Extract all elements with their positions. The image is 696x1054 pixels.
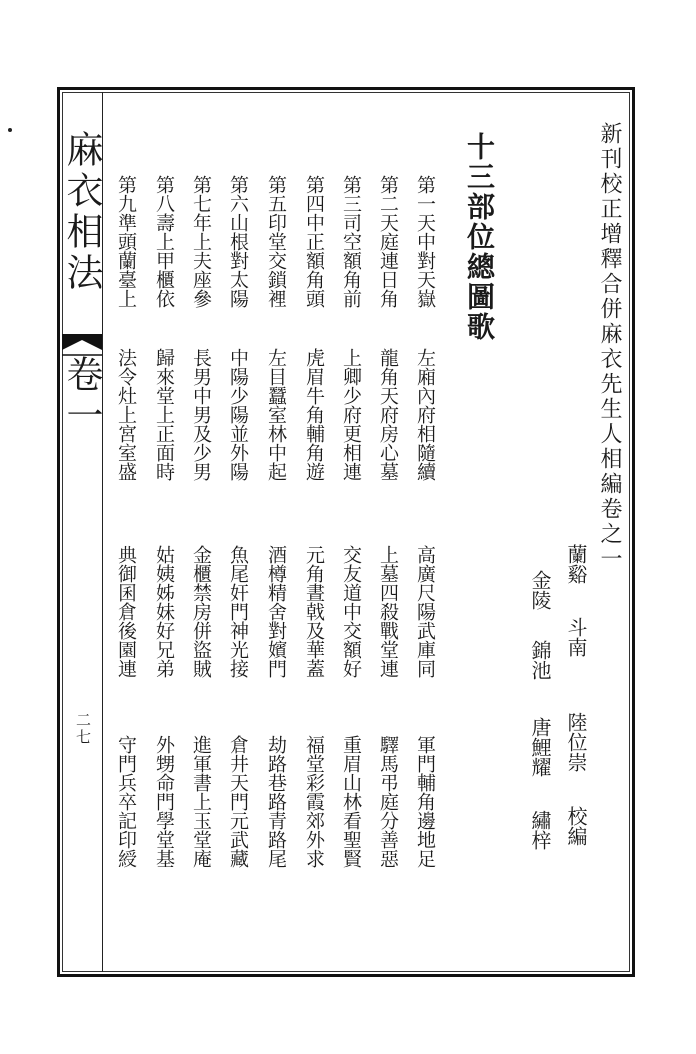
page-number: 二七 bbox=[74, 712, 92, 746]
poem-line: 酒樽精舍對嬪門 bbox=[265, 545, 287, 678]
poem-line: 虎眉牛角輔角遊 bbox=[303, 348, 325, 481]
credit-person: 錦池 bbox=[528, 640, 552, 680]
credit-role: 校編 bbox=[564, 806, 588, 846]
poem-line: 第四中正額角頭 bbox=[303, 175, 325, 308]
poem-line: 法令灶上宮室盛 bbox=[115, 348, 137, 481]
poem-line: 元角晝戟及華蓋 bbox=[303, 545, 325, 678]
spine-title: 麻衣相法 bbox=[60, 130, 103, 294]
poem-line: 第六山根對太陽 bbox=[227, 175, 249, 308]
poem-line: 左廂內府相隨續 bbox=[414, 348, 436, 481]
credit-place: 金陵 bbox=[528, 570, 552, 610]
poem-line: 第八壽上甲櫃依 bbox=[153, 175, 175, 308]
poem-line: 第二天庭連日角 bbox=[377, 175, 399, 308]
spine-volume: 卷一 bbox=[60, 355, 103, 437]
poem-line: 左目蠶室林中起 bbox=[265, 348, 287, 481]
poem-line: 守門兵卒記印綬 bbox=[115, 735, 137, 868]
poem-line: 金櫃禁房併盜賊 bbox=[190, 545, 212, 678]
poem-line: 龍角天府房心墓 bbox=[377, 348, 399, 481]
poem-line: 交友道中交額好 bbox=[340, 545, 362, 678]
poem-line: 劫路巷路青路尾 bbox=[265, 735, 287, 868]
poem-line: 軍門輔角邊地足 bbox=[414, 735, 436, 868]
poem-line: 第七年上夫座參 bbox=[190, 175, 212, 308]
book-title: 新刊校正增釋合併麻衣先生人相編卷之一 bbox=[597, 122, 622, 572]
poem-line: 第三司空額角前 bbox=[340, 175, 362, 308]
poem-line: 倉井天門元武藏 bbox=[227, 735, 249, 868]
poem-line: 高廣尺陽武庫同 bbox=[414, 545, 436, 678]
poem-line: 魚尾奸門神光接 bbox=[227, 545, 249, 678]
poem-line: 長男中男及少男 bbox=[190, 348, 212, 481]
poem-line: 上卿少府更相連 bbox=[340, 348, 362, 481]
poem-line: 第一天中對天嶽 bbox=[414, 175, 436, 308]
credit-name: 陸位崇 bbox=[564, 712, 588, 772]
fishtail-ornament-icon bbox=[62, 334, 102, 356]
credit-place: 蘭谿 bbox=[564, 544, 588, 584]
poem-line: 重眉山林看聖賢 bbox=[340, 735, 362, 868]
poem-line: 福堂彩霞郊外求 bbox=[303, 735, 325, 868]
poem-line: 典御囷倉後園連 bbox=[115, 545, 137, 678]
poem-line: 驛馬弔庭分善惡 bbox=[377, 735, 399, 868]
credit-person: 斗南 bbox=[564, 617, 588, 657]
poem-line: 姑姨姊妹好兄弟 bbox=[153, 545, 175, 678]
poem-line: 上墓四殺戰堂連 bbox=[377, 545, 399, 678]
credit-name: 唐鯉耀 bbox=[528, 717, 552, 777]
poem-line: 第九準頭蘭臺上 bbox=[115, 175, 137, 308]
poem-line: 歸來堂上正面時 bbox=[153, 348, 175, 481]
poem-line: 外甥命門學堂基 bbox=[153, 735, 175, 868]
credit-role: 繡梓 bbox=[528, 810, 552, 850]
poem-line: 進軍書上玉堂庵 bbox=[190, 735, 212, 868]
poem-line: 中陽少陽並外陽 bbox=[227, 348, 249, 481]
poem-line: 第五印堂交鎖裡 bbox=[265, 175, 287, 308]
scan-speck bbox=[8, 128, 12, 132]
section-title: 十三部位總圖歌 bbox=[463, 132, 496, 342]
